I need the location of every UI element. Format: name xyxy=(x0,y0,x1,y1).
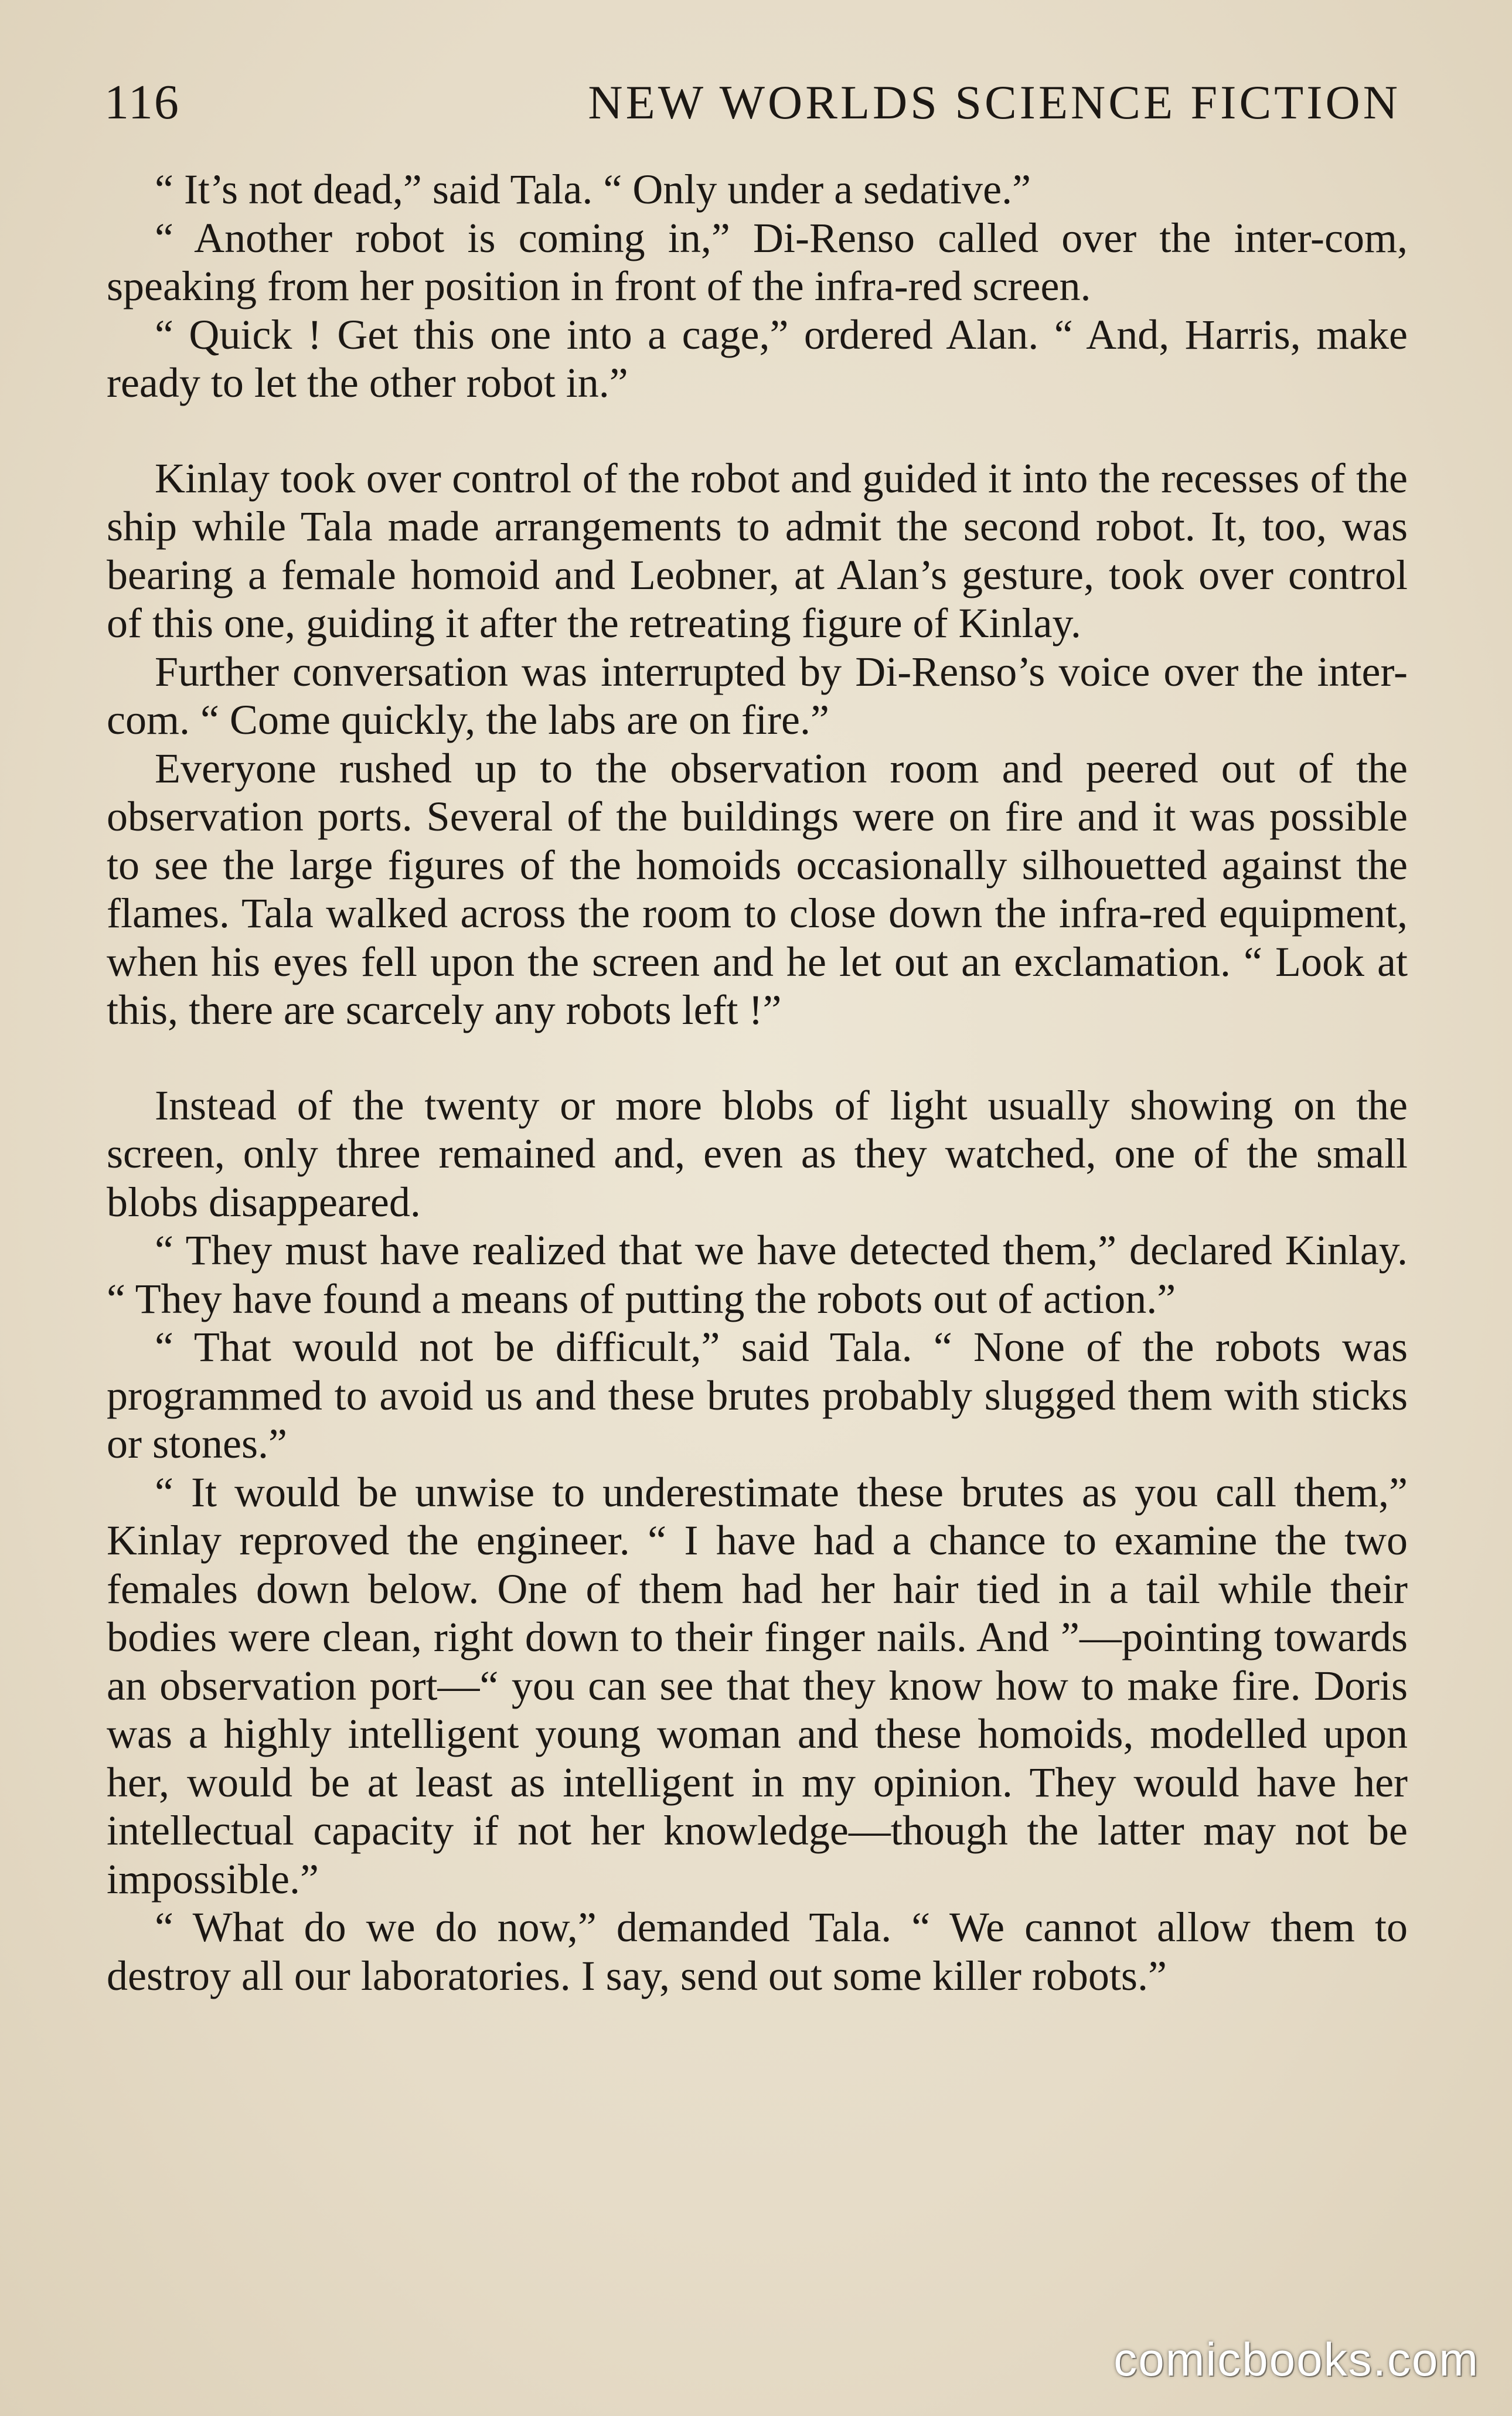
paragraph: “ Quick ! Get this one into a cage,” ordered Alan. “ And, Harris, make ready to let the other robot in.” xyxy=(107,311,1408,406)
paragraph: Everyone rushed up to the observation room and peered out of the observation ports. Several of the buildings were on fire and it was possible to see the large figures of the homoids occasionally silhouetted against the flames. Tala walked across the room to close down the infra-red equipment, when his eyes fell upon the screen and he let out an exclamation. “ Look at this, there are scarcely any robots left !” xyxy=(107,744,1408,1033)
page-header xyxy=(104,70,1401,135)
page-number: 116 xyxy=(104,75,180,130)
running-head: NEW WORLDS SCIENCE FICTION xyxy=(588,76,1401,129)
paragraph: “ It would be unwise to underestimate these brutes as you call them,” Kinlay reproved the engineer. “ I have had a chance to examine the two females down below. One of them had her hair tied in a tail while their bodies were clean, right down to their finger nails. And ”—pointing towards an observation port—“ you can see that they know how to make fire. Doris was a highly intelligent young woman and these homoids, modelled upon her, would be at least as intelligent in my opinion. They would have her intellectual capacity if not her knowledge—though the latter may not be impossible.” xyxy=(107,1468,1408,1903)
paragraph: “ They must have realized that we have detected them,” declared Kinlay. “ They have found a means of putting the robots out of action.” xyxy=(107,1227,1408,1322)
paragraph: “ It’s not dead,” said Tala. “ Only under a sedative.” xyxy=(155,166,1031,213)
paragraph: “ What do we do now,” demanded Tala. “ We cannot allow them to destroy all our laboratories. I say, send out some killer robots.” xyxy=(107,1904,1408,1999)
body-text xyxy=(107,165,1408,2000)
watermark: comicbooks.com xyxy=(1113,2333,1479,2386)
paragraph: “ That would not be difficult,” said Tala. “ None of the robots was programmed to avoid us and these brutes probably slugged them with sticks or stones.” xyxy=(107,1323,1408,1467)
paragraph: “ Another robot is coming in,” Di-Renso called over the inter-com, speaking from her position in front of the infra-red screen. xyxy=(107,214,1408,309)
paragraph: Instead of the twenty or more blobs of light usually showing on the screen, only three remained and, even as they watched, one of the small blobs disappeared. xyxy=(107,1081,1408,1226)
paragraph: Kinlay took over control of the robot and guided it into the recesses of the ship while Tala made arrangements to admit the second robot. It, too, was bearing a female homoid and Leobner, at Alan’s gesture, took over control of this one, guiding it after the retreating figure of Kinlay. xyxy=(107,454,1408,646)
paragraph: Further conversation was interrupted by Di-Renso’s voice over the inter-com. “ Come quickly, the labs are on fire.” xyxy=(107,648,1408,743)
